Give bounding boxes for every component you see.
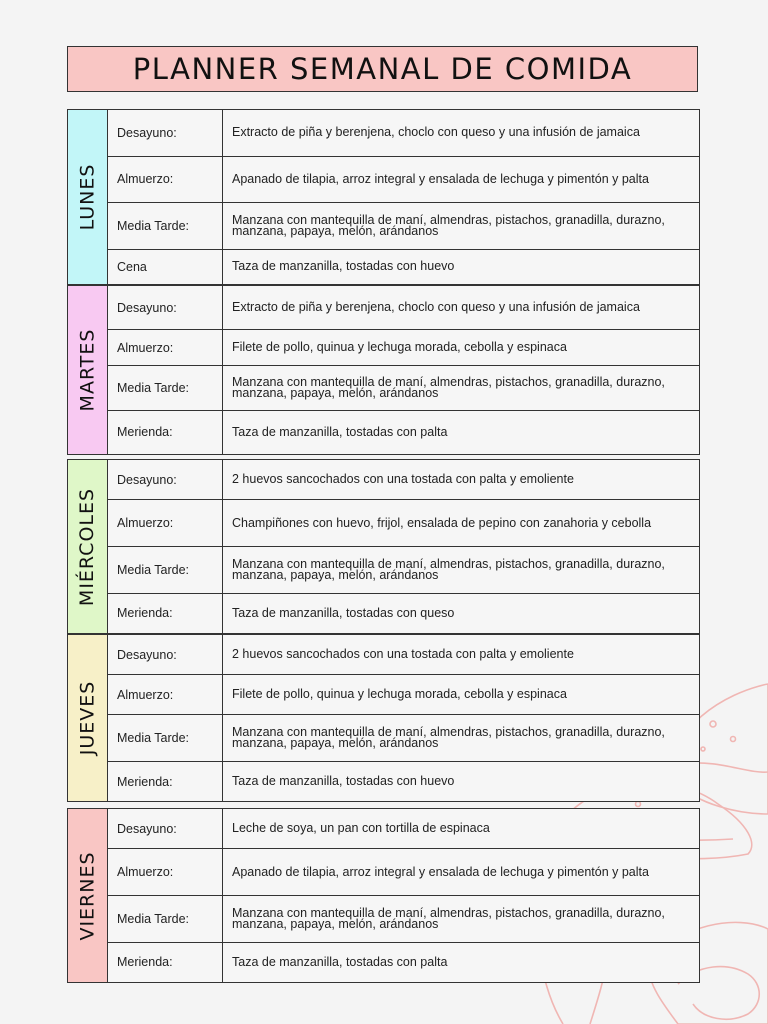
meal-label: Desayuno: <box>108 460 223 499</box>
meal-row <box>108 110 699 157</box>
meal-description: 2 huevos sancochados con una tostada con palta y emoliente <box>232 472 574 487</box>
meal-label: Almuerzo: <box>108 330 223 365</box>
meal-description: Manzana con mantequilla de maní, almendras, pistachos, granadilla, durazno, manzana, papaya, melón, arándanos <box>232 556 665 582</box>
day-label-martes <box>68 286 108 454</box>
meal-description: Manzana con mantequilla de maní, almendras, pistachos, granadilla, durazno, manzana, papaya, melón, arándanos <box>232 725 665 751</box>
day-name: MIÉRCOLES <box>76 487 99 606</box>
meal-row <box>108 594 699 633</box>
day-name: LUNES <box>76 163 99 231</box>
day-block-viernes <box>67 808 700 983</box>
meal-description: Taza de manzanilla, tostadas con huevo <box>232 259 455 274</box>
day-block-jueves <box>67 634 700 802</box>
meal-row <box>108 411 699 454</box>
meal-row <box>108 675 699 715</box>
title-banner <box>67 46 698 92</box>
meal-description: Manzana con mantequilla de maní, almendras, pistachos, granadilla, durazno, manzana, papaya, melón, arándanos <box>232 905 665 931</box>
meal-label: Merienda: <box>108 594 223 633</box>
meal-label: Desayuno: <box>108 110 223 156</box>
meal-description: Manzana con mantequilla de maní, almendras, pistachos, granadilla, durazno, manzana, papaya, melón, arándanos <box>232 374 665 400</box>
meal-description: Apanado de tilapia, arroz integral y ensalada de lechuga y pimentón y palta <box>232 171 649 186</box>
day-name: VIERNES <box>76 850 99 941</box>
meal-rows <box>108 635 699 801</box>
meal-row <box>108 849 699 896</box>
meal-label: Desayuno: <box>108 635 223 674</box>
meal-description: Leche de soya, un pan con tortilla de espinaca <box>232 821 490 836</box>
meal-row <box>108 330 699 366</box>
meal-row <box>108 896 699 943</box>
meal-rows <box>108 286 699 454</box>
day-name: JUEVES <box>76 680 99 756</box>
meal-label: Almuerzo: <box>108 500 223 546</box>
meal-label: Media Tarde: <box>108 203 223 249</box>
meal-label: Almuerzo: <box>108 849 223 895</box>
meal-row <box>108 715 699 762</box>
meal-label: Cena <box>108 250 223 284</box>
meal-row <box>108 366 699 410</box>
meal-label: Media Tarde: <box>108 547 223 593</box>
day-label-viernes <box>68 809 108 982</box>
meal-row <box>108 250 699 284</box>
meal-label: Media Tarde: <box>108 896 223 942</box>
day-label-lunes <box>68 110 108 284</box>
day-label-miercoles <box>68 460 108 633</box>
meal-rows <box>108 809 699 982</box>
day-name: MARTES <box>76 328 99 412</box>
meal-row <box>108 762 699 801</box>
meal-description: Taza de manzanilla, tostadas con huevo <box>232 774 455 788</box>
meal-description: Manzana con mantequilla de maní, almendras, pistachos, granadilla, durazno, manzana, papaya, melón, arándanos <box>232 212 665 238</box>
meal-description: Filete de pollo, quinua y lechuga morada, cebolla y espinaca <box>232 340 567 355</box>
meal-label: Merienda: <box>108 762 223 801</box>
meal-row <box>108 943 699 982</box>
meal-row <box>108 203 699 250</box>
meal-label: Merienda: <box>108 411 223 454</box>
meal-rows <box>108 460 699 633</box>
meal-description: Champiñones con huevo, frijol, ensalada de pepino con zanahoria y cebolla <box>232 515 652 530</box>
meal-description: Extracto de piña y berenjena, choclo con queso y una infusión de jamaica <box>232 125 640 140</box>
meal-row <box>108 500 699 547</box>
meal-row <box>108 809 699 849</box>
day-block-martes <box>67 285 700 455</box>
meal-description: Taza de manzanilla, tostadas con palta <box>232 424 448 439</box>
meal-label: Desayuno: <box>108 286 223 329</box>
meal-description: Taza de manzanilla, tostadas con palta <box>232 954 448 969</box>
meal-row <box>108 547 699 594</box>
meal-description: Extracto de piña y berenjena, choclo con queso y una infusión de jamaica <box>232 300 640 315</box>
meal-description: Apanado de tilapia, arroz integral y ensalada de lechuga y pimentón y palta <box>232 864 649 879</box>
page-title: PLANNER SEMANAL DE COMIDA <box>132 52 633 86</box>
meal-row <box>108 635 699 675</box>
meal-label: Almuerzo: <box>108 157 223 203</box>
meal-label: Media Tarde: <box>108 715 223 761</box>
meal-row <box>108 460 699 500</box>
day-block-lunes <box>67 109 700 285</box>
meal-row <box>108 157 699 204</box>
meal-rows <box>108 110 699 284</box>
day-label-jueves <box>68 635 108 801</box>
day-block-miercoles <box>67 459 700 634</box>
meal-label: Media Tarde: <box>108 366 223 409</box>
meal-label: Almuerzo: <box>108 675 223 714</box>
meal-description: Filete de pollo, quinua y lechuga morada, cebolla y espinaca <box>232 687 567 702</box>
meal-label: Merienda: <box>108 943 223 982</box>
meal-description: Taza de manzanilla, tostadas con queso <box>232 605 455 620</box>
meal-row <box>108 286 699 330</box>
meal-description: 2 huevos sancochados con una tostada con palta y emoliente <box>232 647 574 662</box>
meal-label: Desayuno: <box>108 809 223 848</box>
